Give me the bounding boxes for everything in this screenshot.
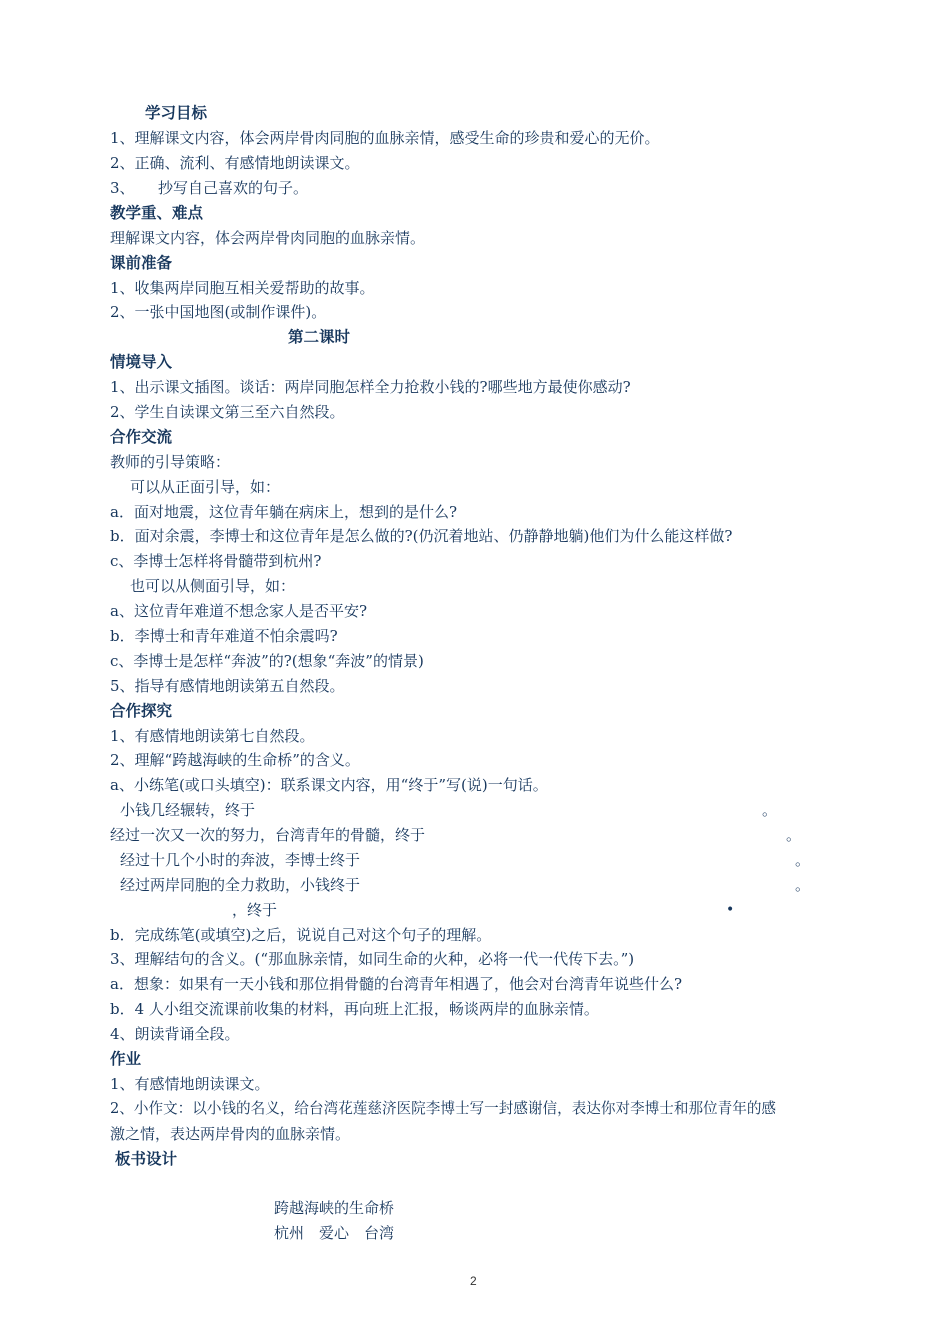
cooperation-c: c、李博士怎样将骨髓带到杭州? <box>110 552 322 570</box>
intro-1: 1、出示课文插图。谈话：两岸同胞怎样全力抢救小钱的?哪些地方最使你感动? <box>110 378 631 396</box>
goal-3-number: 3、 <box>110 179 135 197</box>
fill-sentence-3-end: 。 <box>795 851 811 869</box>
page-number: 2 <box>470 1274 477 1288</box>
preparation-title: 课前准备 <box>110 254 173 272</box>
cooperation-front: 可以从正面引导，如： <box>130 478 281 496</box>
key-points-text: 理解课文内容，体会两岸骨肉同胞的血脉亲情。 <box>110 229 426 247</box>
homework-title: 作业 <box>110 1050 142 1068</box>
homework-2-line-2: 激之情，表达两岸骨肉的血脉亲情。 <box>110 1125 351 1143</box>
fill-sentence-5-end: • <box>726 902 735 918</box>
goals-title: 学习目标 <box>145 104 208 122</box>
fill-sentence-1: 小钱几经辗转，终于 <box>120 801 256 819</box>
board-line-1: 跨越海峡的生命桥 <box>274 1199 395 1217</box>
goal-1: 1、理解课文内容，体会两岸骨肉同胞的血脉亲情，感受生命的珍贵和爱心的无价。 <box>110 129 660 147</box>
intro-title: 情境导入 <box>110 353 173 371</box>
board-line-2: 杭州 爱心 台湾 <box>274 1224 395 1242</box>
fill-sentence-4: 经过两岸同胞的全力救助，小钱终于 <box>120 876 361 894</box>
explore-4: 4、朗读背诵全段。 <box>110 1025 240 1043</box>
cooperation-title: 合作交流 <box>110 428 173 446</box>
cooperation-a: a．面对地震，这位青年躺在病床上，想到的是什么? <box>110 503 457 521</box>
explore-title: 合作探究 <box>110 702 173 720</box>
cooperation-a2: a、这位青年难道不想念家人是否平安? <box>110 602 367 620</box>
homework-2-line-1: 2、小作文：以小钱的名义，给台湾花莲慈济医院李博士写一封感谢信，表达你对李博士和那位青年的感 <box>110 1100 777 1117</box>
intro-2: 2、学生自读课文第三至六自然段。 <box>110 403 345 421</box>
goal-3-text: 抄写自己喜欢的句子。 <box>158 179 309 197</box>
fill-sentence-5: ，终于 <box>232 901 278 919</box>
fill-sentence-3: 经过十几个小时的奔波，李博士终于 <box>120 851 361 869</box>
fill-sentence-2-end: 。 <box>786 826 802 844</box>
goal-2: 2、正确、流利、有感情地朗读课文。 <box>110 154 360 172</box>
homework-1: 1、有感情地朗读课文。 <box>110 1075 270 1093</box>
cooperation-c2: c、李博士是怎样“奔波”的?(想象“奔波”的情景) <box>110 652 424 670</box>
fill-sentence-4-end: 。 <box>795 876 811 894</box>
cooperation-side: 也可以从侧面引导，如： <box>130 577 296 595</box>
fill-sentence-2: 经过一次又一次的努力，台湾青年的骨髓，终于 <box>110 826 426 844</box>
cooperation-5: 5、指导有感情地朗读第五自然段。 <box>110 677 345 695</box>
explore-b: b．完成练笔(或填空)之后，说说自己对这个句子的理解。 <box>110 926 492 944</box>
cooperation-b2: b．李博士和青年难道不怕余震吗? <box>110 627 338 645</box>
fill-sentence-1-end: 。 <box>762 801 778 819</box>
cooperation-b: b．面对余震，李博士和这位青年是怎么做的?(仍沉着地站、仍静静地躺)他们为什么能这样做? <box>110 527 733 545</box>
explore-1: 1、有感情地朗读第七自然段。 <box>110 727 315 745</box>
board-design-title: 板书设计 <box>115 1150 178 1168</box>
explore-2: 2、理解“跨越海峡的生命桥”的含义。 <box>110 751 360 769</box>
explore-a: a、小练笔(或口头填空)：联系课文内容，用“终于”写(说)一句话。 <box>110 776 548 794</box>
explore-3: 3、理解结句的含义。(“那血脉亲情，如同生命的火种，必将一代一代传下去。”) <box>110 950 635 968</box>
explore-b3: b．4 人小组交流课前收集的材料，再向班上汇报，畅谈两岸的血脉亲情。 <box>110 1000 599 1018</box>
lesson-title: 第二课时 <box>288 328 351 346</box>
preparation-1: 1、收集两岸同胞互相关爱帮助的故事。 <box>110 279 375 297</box>
explore-a3: a．想象：如果有一天小钱和那位捐骨髓的台湾青年相遇了，他会对台湾青年说些什么? <box>110 975 682 993</box>
key-points-title: 教学重、难点 <box>110 204 204 222</box>
preparation-2: 2、一张中国地图(或制作课件)。 <box>110 303 327 321</box>
cooperation-strategy: 教师的引导策略： <box>110 453 231 471</box>
